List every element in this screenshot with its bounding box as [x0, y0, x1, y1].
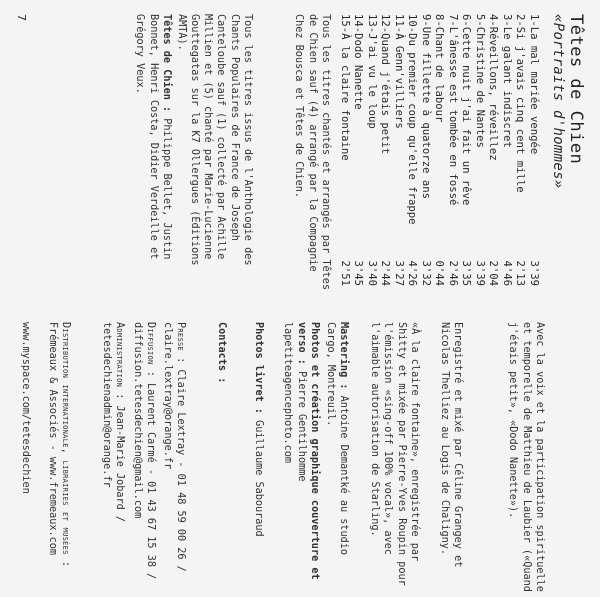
left-column — [0, 6, 600, 290]
contacts-heading: Contacts : — [216, 322, 227, 384]
track-item: 2-Si j'avais cinq cent mille 2'13 — [514, 14, 527, 286]
band-members: Têtes de Chien : Philippe Bellet, Justin Bonnet, Henri Costa, Didier Verdeille et Grégory Veux. — [134, 14, 172, 260]
album-title: Têtes de Chien — [566, 14, 586, 165]
myspace-link[interactable]: www.myspace.com/tetesdechien — [20, 322, 32, 494]
track-item: 10-Du premier coup qu'elle frappe 4'26 — [406, 14, 419, 286]
arrangement-credits: Tous les titres chantés et arrangés par Têtes de Chien sauf (4) arrangé par la Compagnie Chez Bousca et Têtes de Chien. — [293, 14, 331, 291]
tracklist — [338, 14, 541, 286]
cover-photo-credit: Photos et création graphique couverture et verso : Pierre Gentilhomme lapetiteagencephoto.com — [282, 322, 320, 580]
distribution-contact: Distribution internationale, librairies et musées : Frémeaux & Associés - www.fremeaux.com www.myspace.com/tetesdechien — [20, 322, 71, 567]
track-item: 7-L'ânesse est tombée en fossé 2'46 — [447, 14, 459, 286]
track-item: 14-Dodo Nanette 3'45 — [352, 14, 365, 286]
track-item: 11-À Genn'villiers 3'27 — [393, 14, 405, 286]
guest-credit: Avec la voix et la participation spirituelle et temporelle de Matthieu de Laubier («Quand j'étais petit», «Dodo Nanette»). — [507, 322, 545, 592]
album-subtitle: «Portraits d'hommes» — [550, 14, 566, 189]
track-item: 15-À la claire fontaine 2'51 — [339, 14, 351, 286]
track-item: 9-Une fillette à quatorze ans 3'32 — [420, 14, 432, 286]
booklet-photo-credit: Photos livret : Guillaume Sabouraud — [253, 322, 264, 537]
track-item: 3-Le galant indiscret 4'46 — [501, 14, 513, 286]
page-number: 7 — [15, 14, 28, 21]
track-item: 1-La mal mariée vengée 3'39 — [528, 14, 540, 286]
track-item: 5-Christine de Nantes 3'39 — [474, 14, 486, 286]
track-item: 6-Cette nuit j'ai fait un rêve 3'35 — [460, 14, 473, 286]
mastering-credit: Mastering : Antoine Demantké au studio Cargo, Montreuil. — [324, 322, 349, 556]
right-column — [0, 318, 600, 590]
track-item: 8-Chant de labour 0'44 — [433, 14, 446, 286]
admin-contact: Administration : Jean-Marie Jobard / tetesdechienadmin@orange.fr — [100, 322, 125, 523]
track-item: 4-Réveillons, réveillez 2'04 — [487, 14, 500, 286]
source-credits: Tous les titres issus de l'Anthologie des Chants Populaires de France de Joseph Canteloube sauf (1) collecté par Achille Millien et (5) chanté par Marie-Lucienne Gouttegatas sur la K7 Ollergues (Éditions AMTA). — [175, 14, 253, 266]
track-item: 12-Quand j'étais petit 2'44 — [379, 14, 392, 286]
track-item: 13-J'ai vu le loup 3'40 — [366, 14, 378, 286]
bonus-track-credit: «À la claire fontaine», enregistrée par Shitty et mixée par Pierre-Yves Roupin pour l'émission «sing-off 100% vocal», avec l'aimable autorisation de Starling. — [369, 322, 420, 586]
press-contact: Presse : Claire Lextray - 01 48 59 00 26 / claire.lextray@orange.fr — [161, 322, 186, 572]
recording-credit: Enregistré et mixé par Céline Grangey et Nicolas Thelliez au Logis de Chaligny. — [438, 322, 463, 568]
booking-contact: Diffusion : Laurent Carmé - 01 43 67 15 38 / diffusion.tetesdechien@gmail.com — [131, 322, 156, 580]
photographer-link[interactable]: lapetiteagencephoto.com — [282, 322, 294, 464]
